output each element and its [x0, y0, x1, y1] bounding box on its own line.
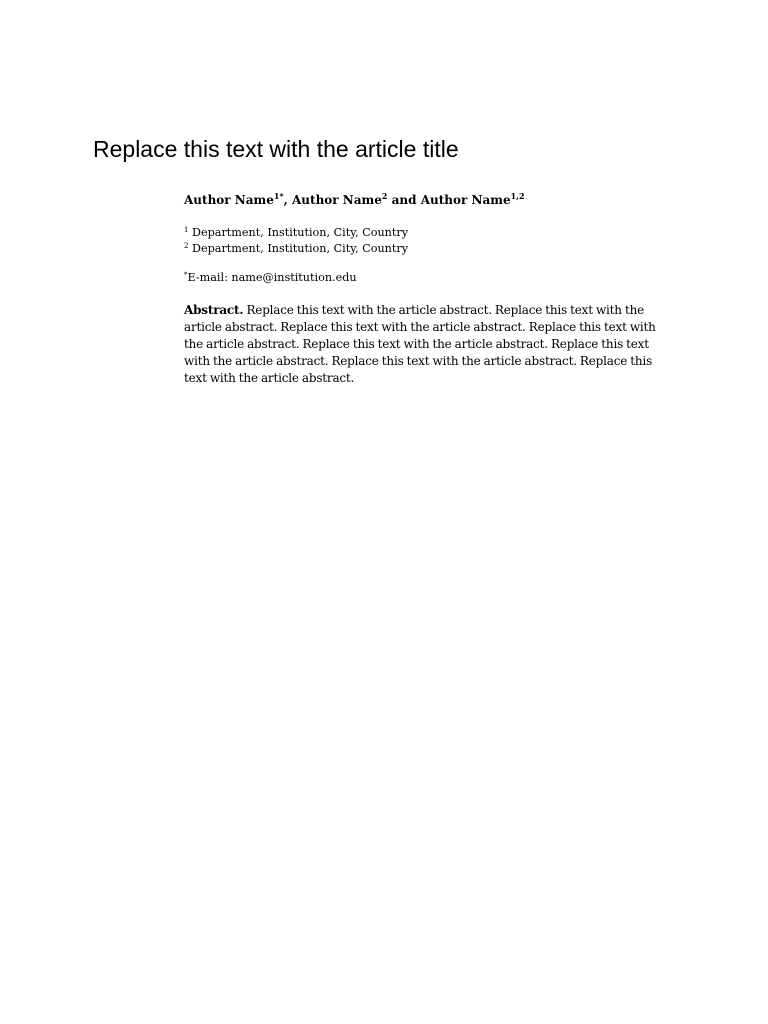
author-name: Author Name	[292, 193, 382, 207]
abstract-text: Replace this text with the article abstract. Replace this text with the article abstract. Replace this text with the article abstract. Replace this text with the article abstract. Replace this text with the article abstract. Replace this text with the article abstract. Replace this text with the article abstract. Replace this text with the article abstract.	[184, 303, 656, 385]
email-text: E-mail: name@institution.edu	[187, 271, 357, 284]
affiliation-line	[184, 241, 668, 257]
correspondence-marker: *	[184, 271, 188, 279]
correspondence-email	[184, 271, 668, 284]
article-title: Replace this text with the article title	[93, 136, 459, 162]
affiliation-marker: 2	[184, 241, 189, 250]
affiliation-text: Department, Institution, City, Country	[192, 241, 409, 255]
affiliation-line	[184, 225, 668, 241]
author-affiliation-marker: 2	[381, 191, 388, 201]
author-name: Author Name	[420, 193, 511, 207]
author-separator: and	[387, 193, 421, 207]
affiliation-list	[184, 225, 668, 256]
author-separator: ,	[283, 193, 292, 207]
affiliation-marker: 1	[184, 226, 189, 234]
abstract-paragraph	[184, 302, 668, 387]
author-affiliation-marker: 1,2	[510, 191, 525, 201]
author-affiliation-marker: 1*	[273, 191, 284, 201]
affiliation-text: Department, Institution, City, Country	[192, 226, 409, 239]
abstract-label: Abstract.	[184, 303, 244, 317]
author-list	[184, 193, 668, 207]
author-name: Author Name	[184, 193, 274, 207]
